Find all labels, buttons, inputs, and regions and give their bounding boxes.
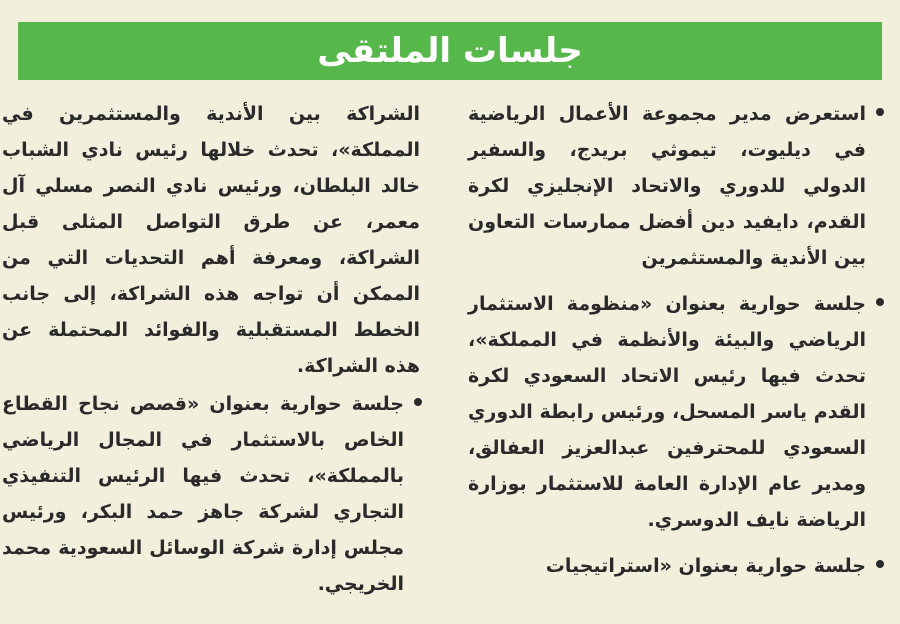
list-item-text: جلسة حوارية بعنوان «منظومة الاستثمار الرياضي والبيئة والأنظمة في المملكة»، تحدث فيها رئيس الاتحاد السعودي لكرة القدم ياسر المسحل، ورئيس رابطة الدوري السعودي للمحترفين عبدالعزيز العفالق، ومدير عام الإدارة العامة للاستثمار بوزارة الرياضة نايف الدوسري. (468, 293, 866, 531)
right-column (468, 96, 886, 584)
list-item-text: جلسة حوارية بعنوان «قصص نجاح القطاع الخاص بالاستثمار في المجال الرياضي بالمملكة»، تحدث فيها الرئيس التنفيذي التجاري لشركة جاهز حمد البكر، ورئيس مجلس إدارة شركة الوسائل السعودية محمد الخريجي. (2, 393, 404, 595)
bullet-icon (876, 298, 884, 306)
list-item-text: جلسة حوارية بعنوان «استراتيجيات (545, 555, 866, 577)
list-item-text: استعرض مدير مجموعة الأعمال الرياضية في ديليوت، تيموثي بريدج، والسفير الدولي للدوري والاتحاد الإنجليزي لكرة القدم، دايفيد دين أفضل ممارسات التعاون بين الأندية والمستثمرين (468, 103, 866, 269)
section-title: جلسات الملتقى (317, 31, 583, 71)
bullet-icon (414, 398, 422, 406)
list-item (2, 386, 424, 602)
list-item (468, 96, 886, 276)
bullet-icon (876, 108, 884, 116)
list-item (468, 286, 886, 538)
section-title-bar (18, 22, 882, 80)
left-column (2, 96, 424, 602)
continuation-paragraph: الشراكة بين الأندية والمستثمرين في المملكة»، تحدث خلالها رئيس نادي الشباب خالد البلطان، ورئيس نادي النصر مسلي آل معمر، عن طرق التواصل المثلى قبل الشراكة، ومعرفة أهم التحديات التي من الممكن أن تواجه هذه الشراكة، إلى جانب الخطط المستقبلية والفوائد المحتملة عن هذه الشراكة. (2, 103, 420, 377)
list-item (468, 548, 886, 584)
bullet-icon (876, 560, 884, 568)
